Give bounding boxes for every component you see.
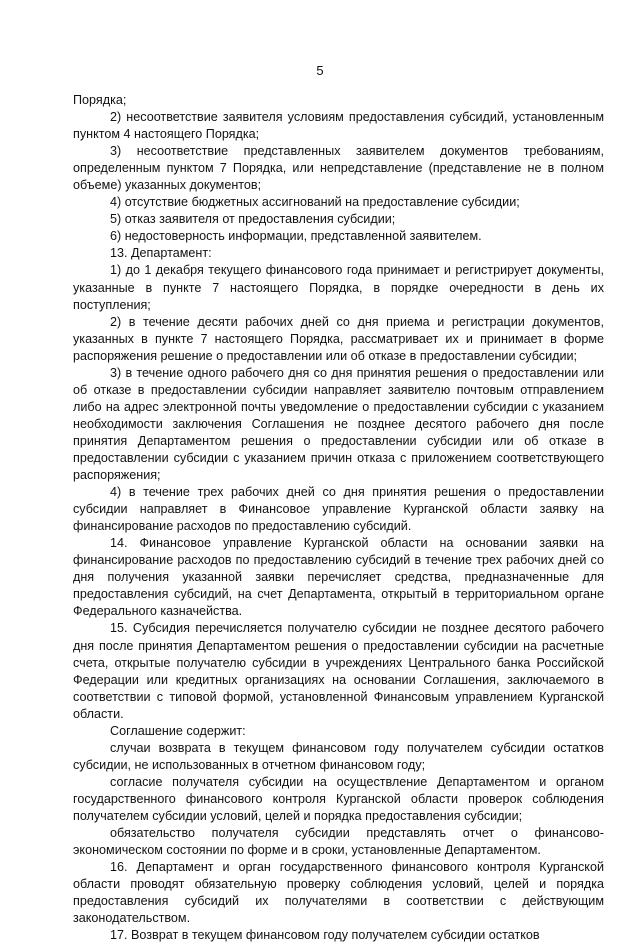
paragraph-item-2: 2) несоответствие заявителя условиям предоставления субсидий, установленным пунктом 4 настоящего Порядка; <box>73 110 604 142</box>
paragraph-13-item-4: 4) в течение трех рабочих дней со дня принятия решения о предоставлении субсидии направляет в Финансовое управление Курганской области заявку на финансирование расходов по предоставлению субсидий. <box>73 485 604 534</box>
paragraph-13-item-3: 3) в течение одного рабочего дня со дня принятия решения о предоставлении или об отказе в предоставлении субсидии направляет заявителю почтовым отправлением либо на адрес электронной почты уведомление о предоставлении субсидии с указанием необходимости заключения Соглашения не позднее десятого рабочего дня после принятия Департаментом решения о предоставлении субсидии или об отказе в предоставлении субсидии с указанием причин отказа с приложением соответствующего распоряжения; <box>73 365 604 483</box>
paragraph-agreement-heading: Соглашение содержит: <box>110 723 246 738</box>
paragraph-section-16: 16. Департамент и орган государственного финансового контроля Курганской области проводят обязательную проверку соблюдения условий, целей и порядка предоставления субсидий их получателями в соответствии с действующим законодательством. <box>73 860 604 926</box>
paragraph-section-13: 13. Департамент: <box>110 246 212 261</box>
paragraph-item-6: 6) недостоверность информации, представленной заявителем. <box>110 229 482 244</box>
paragraph-section-15: 15. Субсидия перечисляется получателю субсидии не позднее десятого рабочего дня после принятия Департаментом решения о предоставлении субсидии на расчетные счета, открытые получателю субсидии в учреждениях Центрального банка Российской Федерации или кредитных организациях на основании Соглашения, заключаемого в соответствии с типовой формой, установленной Финансовым управлением Курганской области. <box>73 621 604 721</box>
paragraph-section-17: 17. Возврат в текущем финансовом году получателем субсидии остатков <box>110 928 540 943</box>
paragraph-item-4: 4) отсутствие бюджетных ассигнований на предоставление субсидии; <box>110 195 520 210</box>
paragraph-agreement-item-2: согласие получателя субсидии на осуществление Департаментом и органом государственного финансового контроля Курганской области проверок соблюдения получателем субсидии условий, целей и порядка предоставления субсидии; <box>73 774 604 823</box>
paragraph-item-5: 5) отказ заявителя от предоставления субсидии; <box>110 212 396 227</box>
page-number: 5 <box>316 63 324 78</box>
document-body <box>73 92 604 944</box>
paragraph-continuation: Порядка; <box>73 93 127 107</box>
paragraph-agreement-item-3: обязательство получателя субсидии представлять отчет о финансово-экономическом состоянии по форме и в сроки, установленные Департаментом. <box>73 826 604 858</box>
paragraph-13-item-1: 1) до 1 декабря текущего финансового года принимает и регистрирует документы, указанные в пункте 7 настоящего Порядка, в порядке очередности в день их поступления; <box>73 263 604 312</box>
paragraph-item-3: 3) несоответствие представленных заявителем документов требованиям, определенным пунктом 7 Порядка, или непредставление (представление не в полном объеме) указанных документов; <box>73 144 604 193</box>
paragraph-section-14: 14. Финансовое управление Курганской области на основании заявки на финансирование расходов по предоставлению субсидий в течение трех рабочих дней со дня получения указанной заявки перечисляет средства, предназначенные для предоставления субсидий, на счет Департамента, открытый в территориальном органе Федерального казначейства. <box>73 536 604 619</box>
paragraph-13-item-2: 2) в течение десяти рабочих дней со дня приема и регистрации документов, указанных в пункте 7 настоящего Порядка, рассматривает их и принимает в форме распоряжения решение о предоставлении или об отказе в предоставлении субсидии; <box>73 314 604 363</box>
paragraph-agreement-item-1: случаи возврата в текущем финансовом году получателем субсидии остатков субсидии, не использованных в отчетном финансовом году; <box>73 740 604 772</box>
